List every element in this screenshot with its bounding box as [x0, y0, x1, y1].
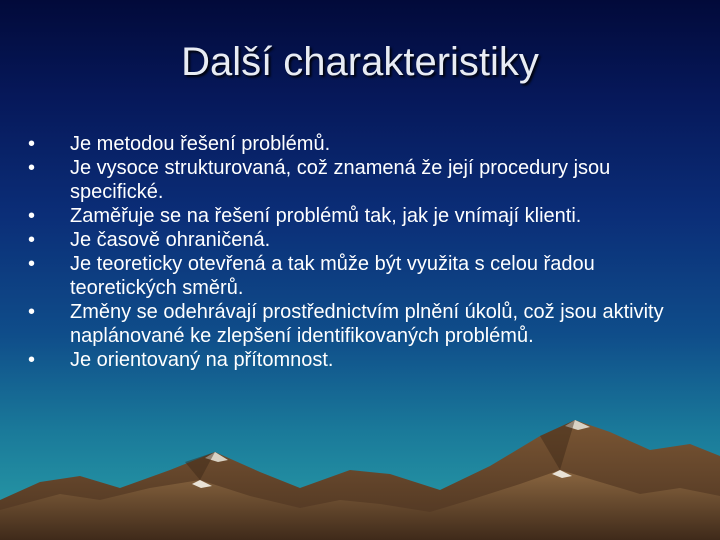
bullet-icon: •	[28, 253, 36, 275]
bullet-icon: •	[28, 349, 36, 371]
bullet-list	[28, 132, 698, 372]
bullet-icon: •	[28, 205, 36, 227]
bullet-text: Je metodou řešení problémů.	[70, 133, 331, 155]
slide-title: Další charakteristiky	[181, 40, 539, 84]
bullet-icon: •	[28, 229, 36, 251]
list-item	[28, 348, 698, 372]
bullet-text: Zaměřuje se na řešení problémů tak, jak je vnímají klienti.	[70, 205, 582, 227]
bullet-text: Je vysoce strukturovaná, což znamená že její procedury jsou specifické.	[70, 157, 611, 203]
bullet-text: Je teoreticky otevřená a tak může být využita s celou řadou teoretických směrů.	[70, 253, 595, 299]
list-item	[28, 204, 698, 228]
bullet-text: Změny se odehrávají prostřednictvím plnění úkolů, což jsou aktivity naplánované ke zlepšení identifikovaných problémů.	[70, 301, 664, 347]
bullet-text: Je orientovaný na přítomnost.	[70, 349, 334, 371]
bullet-text: Je časově ohraničená.	[70, 229, 271, 251]
list-item	[28, 252, 698, 300]
list-item	[28, 300, 698, 348]
bullet-icon: •	[28, 157, 36, 179]
list-item	[28, 132, 698, 156]
list-item	[28, 156, 698, 204]
list-item	[28, 228, 698, 252]
bullet-icon: •	[28, 301, 36, 323]
bullet-icon: •	[28, 133, 36, 155]
